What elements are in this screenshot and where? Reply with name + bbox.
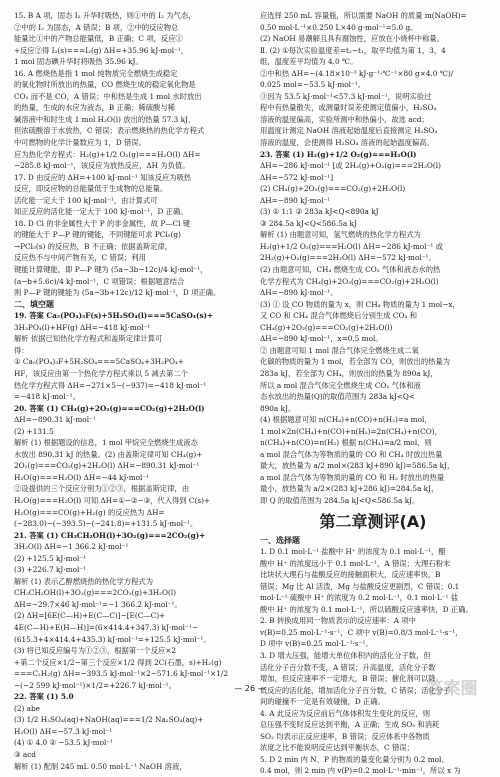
text-line: ΔH=−890 kJ·mol⁻¹，x=0.5 mol。 — [260, 334, 383, 344]
text-line: (3) ① 设 CO 物质的量为 x，则 CH₄ 物质的量为 1 mol−x， — [260, 299, 460, 309]
text-line: 3H₂O(l) ΔH=−1 366.2 kJ·mol⁻¹ — [14, 542, 129, 552]
text-line: 化学方程式为 CH₄(g)+2O₂(g)===CO₂(g)+2H₂O(l) — [260, 276, 439, 286]
text-line: 22. 答案 (1) 5.0 — [14, 692, 74, 702]
text-line: 酸中 H⁺ 的浓度为 0.1 mol·L⁻¹，所以硫酸反应速率快，D 正确。 — [260, 604, 473, 614]
text-line: (3) +226.7 kJ·mol⁻¹ — [14, 565, 87, 575]
text-line: 组，温度差平均值为 4.0 ℃。 — [260, 57, 358, 67]
text-line: (2) 由题意可知，CH₄ 燃烧生成 CO₂ 气体和液态水的热 — [260, 265, 441, 275]
text-line: 得： — [14, 345, 29, 355]
text-line: ΔH=−286 kJ·mol⁻¹ [或 2H₂(g)+O₂(g)===2H₂O(l) — [260, 161, 441, 171]
right-choice-block — [260, 546, 486, 777]
text-line: 解析 (1) 根据题设的信息，1 mol 甲烷完全燃烧生成液态 — [14, 438, 198, 448]
text-line: 键能计算键能，即 P—P 键为 (5a−3b−12c)/4 kJ·mol⁻¹， — [14, 265, 208, 275]
text-line: →PCl₅(s) 的反应热，B 不正确；依据盖斯定律， — [14, 241, 173, 251]
text-line: ③因为 53.5 kJ·mol⁻¹<57.3 kJ·mol⁻¹，说明实验过 — [260, 91, 432, 101]
text-line: (2) abe — [14, 703, 40, 713]
left-solutions-block — [14, 10, 240, 299]
text-line: 最小，放热量为 a/2×(283 kJ+286 kJ)=284.5a kJ， — [260, 484, 439, 494]
text-line: ③ 284.5a kJ<Q<586.5a kJ — [260, 218, 357, 228]
text-line: CH₃CH₂OH(l)+3O₂(g)===2CO₂(g)+3H₂O(l) — [14, 588, 177, 598]
section-heading-choice: 一、选择题 — [260, 534, 300, 545]
text-line: 283a kJ，若全部为 CH₄，则放出的热量为 890a kJ， — [260, 368, 438, 378]
text-line: 解析 依据已知热化学方程式和盖斯定律计算可 — [14, 334, 163, 344]
text-line: 1. D 0.1 mol·L⁻¹ 盐酸中 H⁺ 的浓度为 0.1 mol·L⁻¹，醋 — [260, 547, 446, 557]
text-line: 3. D 增大压强，能增大单位体积内的活化分子数，但 — [260, 650, 431, 660]
text-line: 应选择 250 mL 容量瓶，所以需要 NaOH 的质量 m(NaOH)= — [260, 11, 467, 20]
text-line: ②中和热 ΔH=−(4.18×10⁻³ kJ·g⁻¹·℃⁻¹×80 g×4.0 ℃)/ — [260, 68, 454, 78]
text-line: ② 由题意可知 1 mol 混合气体完全燃烧生成二氧 — [260, 345, 419, 355]
text-line: 解析 (1) 表示乙醇燃烧热的热化学方程式为 — [14, 576, 154, 586]
text-line: 1 mol 固态碘升华时将吸热 35.96 kJ。 — [14, 57, 143, 67]
text-line: (2) +131.5 — [14, 426, 54, 436]
text-line: ②设提供的三个反应分别为①②③，根据盖斯定律，由 — [14, 484, 190, 494]
text-line: (4) ① 4.0 ② −53.5 kJ·mol⁻¹ — [14, 738, 114, 748]
text-line: CH₄(g)+2O₂(g)===CO₂(g)+2H₂O(l) — [260, 322, 393, 332]
text-line: (−283.0)−(−393.5)−(−241.8)=+131.5 kJ·mol⁻¹。 — [14, 519, 198, 529]
text-line: (2) +125.5 kJ·mol⁻¹ — [14, 553, 87, 563]
text-line: 的热量，生成的水应为液态，B 正确；稀硫酸与稀 — [14, 103, 175, 113]
text-line: 化碳的物质的量为 1 mol，若全部为 CO，则放出的热量为 — [260, 357, 451, 367]
text-line: 用温度计测定 NaOH 溶液起始温度后直接测定 H₂SO₄ — [260, 126, 438, 136]
text-line: 16. A 燃烧热是指 1 mol 纯物质完全燃烧生成稳定 — [14, 68, 178, 78]
text-line: 890a kJ。 — [260, 403, 296, 413]
text-line: a mol 混合气体为等物质的量的 CO 和 CH₄ 时放出热量 — [260, 449, 443, 459]
text-line: (2) ΔH=[6E(C—H)+E(C—C)]−[E(C—C)+ — [14, 611, 166, 621]
text-line: 18. D Cl 的非金属性大于 P 的非金属性，故 P—Cl 键 — [14, 218, 191, 228]
right-solutions-block — [260, 10, 486, 507]
text-line: ΔH=−890 kJ·mol⁻¹ — [260, 195, 331, 205]
text-line: 0.025 mol=−53.5 kJ·mol⁻¹。 — [260, 80, 366, 90]
left-fill-in-block — [14, 310, 240, 772]
text-line: (3) ① 1:1 ② 283a kJ<Q<890a kJ — [260, 207, 379, 217]
chapter-title: 第二章测评(A) — [319, 511, 427, 531]
text-line: 水放出 890.31 kJ 的热量。(2) 由盖斯定律可知 CH₄(g)+ — [14, 449, 203, 459]
text-line: a mol 混合气体为等物质的量的 CO 和 H₂ 时放出的热量 — [260, 472, 445, 482]
text-line: 能量比①中的产物总能量低，B 正确；C 项，反应① — [14, 34, 183, 44]
text-line: 活化分子百分数不变，A 错误；升高温度，活化分子数 — [260, 662, 436, 672]
text-line: 总压强不变时反应达到平衡，A 正确；生成 SO₃ 和消耗 — [260, 720, 440, 730]
text-line: CO₂ 而不是 CO，A 错误；中和热是生成 1 mol 水时放出 — [14, 91, 202, 101]
section-heading-fill-in: 二、填空题 — [14, 298, 54, 309]
text-line: 碱溶液中和时生成 1 mol H₂O(l) 放出的热量 57.3 kJ， — [14, 114, 196, 124]
text-line: 的氧化物时所放出的热量，CO 燃烧生成的稳定氧化物是 — [14, 80, 196, 90]
text-line: 中可燃物的化学计量数应为 1，D 错误。 — [14, 138, 146, 148]
text-line: +第二个反应×1/2−第三个反应×1/2 得到 2C(石墨，s)+H₂(g) — [14, 657, 222, 667]
text-line: −(−2 599 kJ·mol⁻¹)×1/2=+226.7 kJ·mol⁻¹。 — [14, 680, 176, 690]
watermark-logo: 答案圈 — [426, 679, 478, 699]
left-column — [14, 10, 240, 772]
text-line: H₂O(g)===H₂O(l) ΔH=−44 kJ·mol⁻¹ — [14, 472, 150, 482]
text-line: 低反应的活化能，增加活化分子百分数，C 错误；活化分子 — [260, 685, 451, 695]
text-line: mol·L⁻¹ 硫酸中 H⁺ 的浓度为 0.2 mol·L⁻¹，0.1 mol·L⁻¹ 盐 — [260, 593, 459, 603]
text-line: HF，该反应由第一个热化学方程式乘以 5 减去第二个 — [14, 368, 188, 378]
text-line: ΔH=−890.31 kJ·mol⁻¹ — [14, 415, 96, 425]
text-line: 间的碰撞不一定是有效碰撞，D 正确。 — [260, 697, 385, 707]
text-line: 19. 答案 Ca₅(PO₄)₃F(s)+5H₂SO₄(l)===5CaSO₄(s)+ — [14, 311, 214, 321]
text-line: 程中有热量散失，或测量时误差使测定值偏小，H₂SO₄ — [260, 103, 437, 113]
text-line: ②中的 I₂ 为固态，A 错误；B 项，②中的反应物总 — [14, 22, 179, 32]
text-line: (2) CH₄(g)+2O₂(g)===CO₂(g)+2H₂O(l) — [260, 184, 406, 194]
text-line: 21. 答案 (1) CH₃CH₂OH(l)+3O₂(g)===2CO₂(g)+ — [14, 530, 206, 540]
text-line: 5. D 2 min 内 N、P 的物质的量变化量分别为 0.2 mol、 — [260, 754, 449, 764]
text-line: 4E(C—H)+E(H—H)]=(6×414.4+347.3) kJ·mol⁻¹− — [14, 622, 198, 632]
text-line: 则 P—P 键的键能为 (5a−3b+12c)/12 kJ·mol⁻¹，D 项正确。 — [14, 288, 221, 298]
text-line: 但浓硫酸溶于水放热，C 错误；表示燃烧热的热化学方程式 — [14, 126, 205, 136]
text-line: +反应②得 I₂(s)===I₂(g) ΔH=+35.96 kJ·mol⁻¹， — [14, 45, 189, 55]
text-line: 浓度之比不能说明反应达到平衡状态，C 错误； — [260, 743, 414, 753]
text-line: 解析 (1) 由题意可知，氢气燃烧的热化学方程式为 — [260, 230, 421, 240]
text-line: 3H₃PO₄(l)+HF(g) ΔH=−418 kJ·mol⁻¹ — [14, 322, 151, 332]
text-line: 最大，放热量为 a/2 mol×(283 kJ+890 kJ)=586.5a kJ， — [260, 461, 455, 471]
text-line: 热化学方程式得 ΔH=−271×5−(−937)=−418 kJ·mol⁻¹ — [14, 380, 207, 390]
text-line: 的键能大于 P—P 键的键能，不同键能可求 PCl₅(g) — [14, 230, 181, 240]
text-line: H₂O(g)===H₂O(l) 可知 ΔH=①−②−③，代入得到 C(s)+ — [14, 495, 211, 505]
text-line: 0.4 mol，则 2 min 内 v(P)=0.2 mol·L⁻¹·min⁻¹，所以 x 为 — [260, 766, 461, 776]
text-line: (a−b+5.6c)/4 kJ·mol⁻¹，C 项错误；根据题意结合 — [14, 276, 185, 286]
text-line: (3) 将已知反应编号为①②③，根据第一个反应×2 — [14, 646, 177, 656]
text-line: 20. 答案 (1) CH₄(g)+2O₂(g)===CO₂(g)+2H₂O(l) — [14, 403, 205, 413]
text-line: ΔH=−890 kJ·mol⁻¹。 — [260, 288, 338, 298]
text-line: 活化能一定大于 100 kJ·mol⁻¹，由计算式可 — [14, 195, 158, 205]
text-line: =−418 kJ·mol⁻¹。 — [14, 392, 80, 402]
text-line: ΔH=−29.7×46 kJ·mol⁻¹=−1 366.2 kJ·mol⁻¹。 — [14, 599, 182, 609]
text-line: ③ acd — [14, 750, 36, 759]
text-line: 23. 答案 (1) H₂(g)+1/2 O₂(g)===H₂O(l) — [260, 149, 417, 159]
text-line: 错误；Mg 比 Al 活泼，Mg 与盐酸反应更剧烈，C 错误；0.1 — [260, 581, 460, 591]
text-line: 比块状大理石与盐酸反应的接触面积大，反应速率快，B — [260, 570, 441, 580]
text-line: (3) 1/2 H₂SO₄(aq)+NaOH(aq)===1/2 Na₂SO₄(aq)+ — [14, 715, 204, 725]
text-line: 2. B 转换成用同一物质表示的反应速率：A 项中 — [260, 616, 416, 626]
text-line: 应为热化学方程式：H₂(g)+1/2 O₂(g)===H₂O(l) ΔH= — [14, 149, 201, 159]
text-line: H₂(g)+1/2 O₂(g)===H₂O(l) ΔH=−286 kJ·mol⁻¹ 或 — [260, 241, 443, 251]
text-line: ===C₂H₂(g) ΔH=−393.5 kJ·mol⁻¹×2−571.6 kJ·mol⁻¹×1/2 — [14, 669, 229, 679]
text-line: 17. D 由反应的 ΔH=+100 kJ·mol⁻¹ 知该反应为吸热 — [14, 172, 192, 182]
text-line: 又 CO 和 CH₄ 混合气体燃烧后分别生成 CO₂ 和 — [260, 311, 417, 321]
text-line: 2H₂(g)+O₂(g)===2H₂O(l) ΔH=−572 kJ·mol⁻¹。 — [260, 253, 436, 263]
text-line: 反应热不与中间产物有关，C 错误；利用 — [14, 253, 146, 263]
text-line: 0.50 mol·L⁻¹×0.250 L×40 g·mol⁻¹=5.0 g。 — [260, 22, 418, 32]
text-line: 1 mol×2n(CH₄)+n(CO)+n(H₂)=2n(CH₄)+n(CO)， — [260, 426, 442, 436]
text-line: 反应，即反应物的总能量低于生成物的总能量。 — [14, 184, 168, 194]
text-line: D 项中 v(B)=0.25 mol·L⁻¹·s⁻¹。 — [260, 639, 373, 649]
text-line: 4. A 此反应为反应前后气体体积发生变化的反应，则 — [260, 708, 431, 718]
text-line: (615.3+4×414.4+435.3) kJ·mol⁻¹=+125.5 kJ·mol⁻¹。 — [14, 634, 211, 644]
text-line: 溶液的温度，会使测得 H₂SO₄ 溶液的起始温度偏高。 — [260, 138, 434, 148]
text-line: 酸中 H⁺ 的浓度远小于 0.1 mol·L⁻¹，A 错误；大理石粉末 — [260, 558, 451, 568]
text-line: (4) 根据题意可知 n(CH₄)+n(CO)+n(H₂)=a mol， — [260, 415, 432, 425]
text-line: ΔH=−572 kJ·mol⁻¹] — [260, 172, 334, 182]
text-line: ① Ca₅(PO₄)₃F+5H₂SO₄===5CaSO₄+3H₃PO₄+ — [14, 357, 184, 367]
text-line: −285.8 kJ·mol⁻¹，该反应为放热反应，ΔH 为负值。 — [14, 161, 190, 171]
page-number: — 26 — — [234, 684, 266, 693]
text-line: Ⅱ. (2) ①每次实验温度差=t₂−t₁，取平均值为第 1、3、4 — [260, 45, 446, 55]
text-line: SO₂ 均表示正反应速率，B 错误；反应体系中各物质 — [260, 731, 430, 741]
text-line: 15. B A 项，固态 I₂ 升华时吸热，则①中的 I₂ 为气态， — [14, 11, 196, 20]
text-line: 知正反应的活化能一定大于 100 kJ·mol⁻¹，D 正确。 — [14, 207, 188, 217]
text-line: 2O₂(g)===CO₂(g)+2H₂O(l) ΔH=−890.31 kJ·mol⁻¹ — [14, 461, 200, 471]
text-line: 增加，但反应速率不一定增大，B 错误；催化剂可以降 — [260, 674, 436, 684]
text-line: v(B)=0.25 mol·L⁻¹·s⁻¹，C 项中 v(B)=0.8/3 mol·L⁻¹·s⁻¹， — [260, 627, 463, 637]
text-line: 态水放出的热量(Q)的取值范围为 283a kJ<Q< — [260, 392, 416, 402]
text-line: (2) NaOH 易潮解且具有腐蚀性，应放在小烧杯中称量。 — [260, 34, 444, 44]
text-line: 溶液的温度偏高，实验所测中和热偏小，故选 acd； — [260, 114, 429, 124]
right-column — [260, 10, 486, 777]
text-line: 即 Q 的取值范围为 284.5a kJ<Q<586.5a kJ。 — [260, 495, 420, 505]
text-line: 解析 (1) 配制 245 mL 0.50 mol·L⁻¹ NaOH 溶液， — [14, 761, 187, 771]
text-line: H₂O(l) ΔH=−57.3 kJ·mol⁻¹ — [14, 726, 113, 736]
text-line: n(CH₄)+n(CO)=n(H₂) 根据 n(CH₄)=a/2 mol，则 — [260, 438, 432, 448]
text-line: H₂O(g)===CO(g)+H₂(g) 的反应热为 ΔH= — [14, 507, 165, 517]
text-line: 所以 a mol 混合气体完全燃烧生成 CO₂ 气体和液 — [260, 380, 421, 390]
